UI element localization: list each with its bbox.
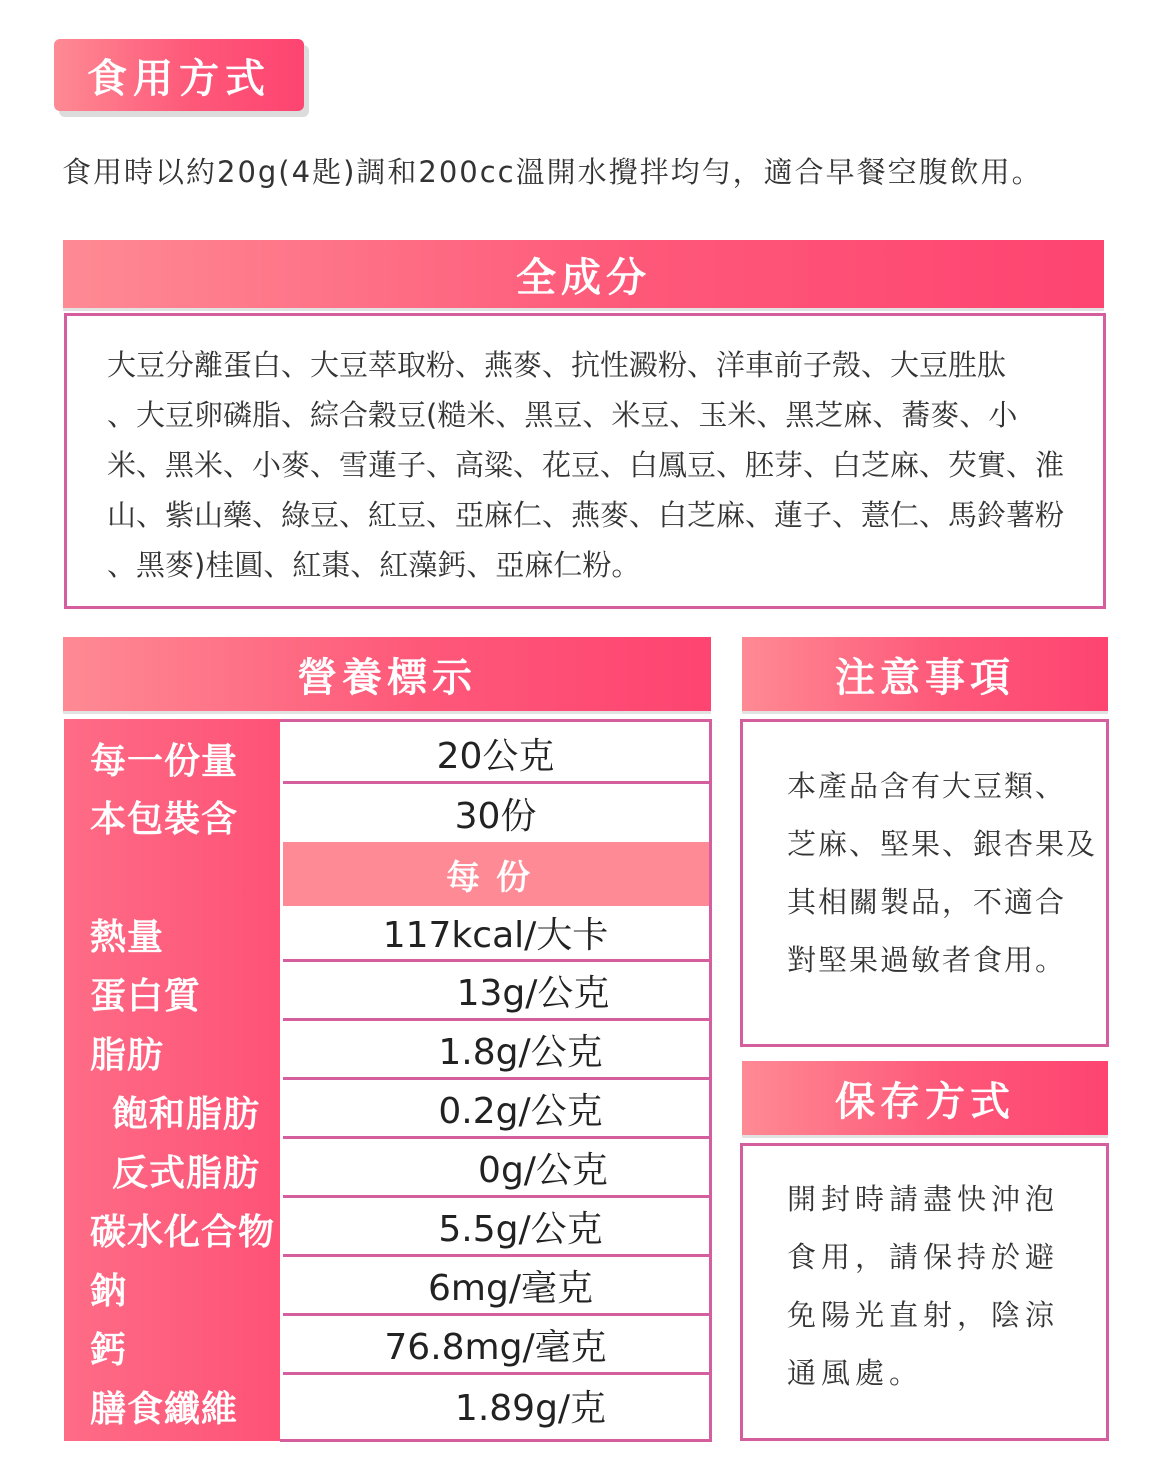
storage-text — [787, 1170, 1059, 1402]
ingredients-box — [64, 313, 1106, 609]
per-serving-header: 每份 — [283, 842, 709, 906]
storage-line: 開封時請盡快沖泡 — [787, 1182, 1060, 1216]
nutrient-label: 飽和脂肪 — [112, 1094, 261, 1135]
notice-title: 注意事項 — [742, 637, 1108, 711]
storage-title: 保存方式 — [742, 1061, 1108, 1135]
nutrient-label: 膳食纖維 — [90, 1389, 239, 1430]
ingredients-line: 、黑麥)桂圓、紅棗、紅藻鈣、亞麻仁粉。 — [107, 548, 641, 582]
notice-line: 其相關製品，不適合 — [787, 885, 1067, 919]
nutrient-label: 碳水化合物 — [90, 1212, 276, 1253]
nutrient-value: 1.89g/克 — [454, 1388, 607, 1429]
nutrition-title: 營養標示 — [63, 637, 711, 711]
storage-line: 通風處。 — [787, 1356, 924, 1390]
ingredients-line: 米、黑米、小麥、雪蓮子、高粱、花豆、白鳳豆、胚芽、白芝麻、芡實、淮 — [107, 448, 1065, 482]
serving-size-label: 每一份量 — [90, 741, 239, 782]
nutrient-value: 6mg/毫克 — [428, 1267, 593, 1309]
nutrient-label: 鈣 — [90, 1330, 128, 1371]
storage-line: 食用，請保持於避 — [787, 1240, 1060, 1274]
nutrient-label: 鈉 — [90, 1271, 128, 1312]
nutrient-value: 0g/公克 — [478, 1149, 608, 1191]
storage-line: 免陽光直射，陰涼 — [787, 1298, 1060, 1332]
notice-line: 對堅果過敏者食用。 — [787, 943, 1067, 977]
nutrient-value: 76.8mg/毫克 — [384, 1326, 607, 1368]
nutrient-value: 117kcal/大卡 — [382, 915, 609, 956]
usage-section-title: 食用方式 — [54, 39, 304, 111]
nutrient-label: 蛋白質 — [90, 976, 202, 1017]
nutrient-value: 1.8g/公克 — [438, 1031, 603, 1073]
nutrient-label: 反式脂肪 — [112, 1153, 261, 1194]
notice-text — [787, 757, 1097, 989]
notice-line: 本產品含有大豆類、 — [787, 769, 1067, 803]
nutrient-label: 脂肪 — [90, 1035, 165, 1076]
ingredients-line: 大豆分離蛋白、大豆萃取粉、燕麥、抗性澱粉、洋車前子殼、大豆胜肽 — [107, 348, 1007, 382]
notice-line: 芝麻、堅果、銀杏果及 — [787, 827, 1098, 861]
serving-size-value: 20公克 — [436, 735, 555, 777]
ingredients-line: 、大豆卵磷脂、綜合穀豆(糙米、黑豆、米豆、玉米、黑芝麻、蕎麥、小 — [107, 398, 1018, 432]
servings-value: 30份 — [454, 795, 537, 837]
ingredients-line: 山、紫山藥、綠豆、紅豆、亞麻仁、燕麥、白芝麻、蓮子、薏仁、馬鈴薯粉 — [107, 498, 1065, 532]
nutrient-value: 0.2g/公克 — [438, 1090, 603, 1132]
nutrient-label: 熱量 — [90, 917, 165, 958]
nutrient-value: 13g/公克 — [456, 972, 610, 1014]
nutrient-value: 5.5g/公克 — [438, 1208, 603, 1250]
ingredients-title: 全成分 — [63, 240, 1104, 308]
usage-instructions: 食用時以約20g(4匙)調和200cc溫開水攪拌均勻，適合早餐空腹飲用。 — [62, 155, 1043, 189]
servings-label: 本包裝含 — [90, 799, 239, 840]
